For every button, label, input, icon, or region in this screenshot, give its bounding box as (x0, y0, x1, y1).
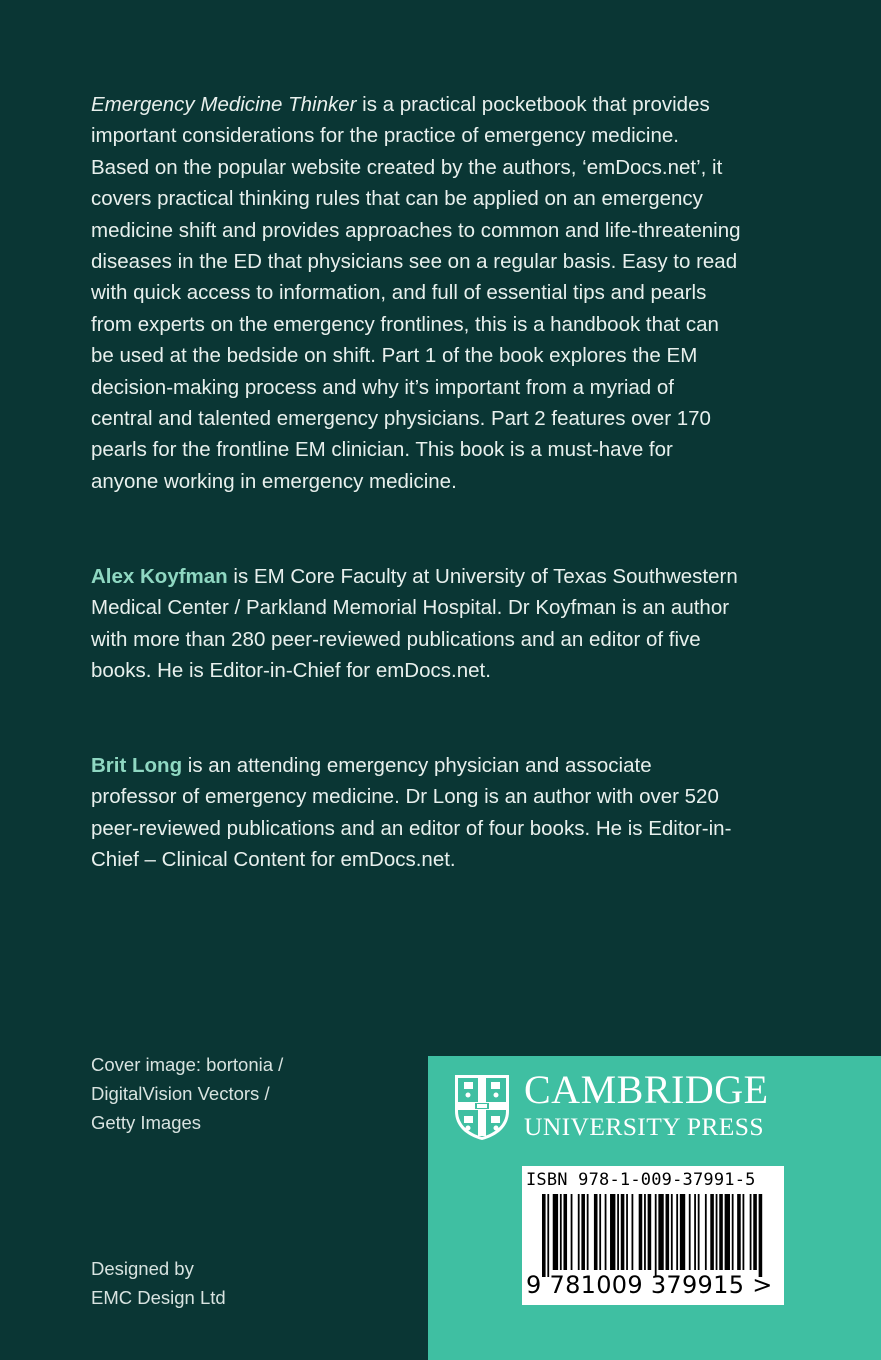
credit-line: Cover image: bortonia / (91, 1054, 284, 1075)
barcode-bar (639, 1194, 643, 1270)
barcode-bar (689, 1194, 691, 1270)
barcode-bar (621, 1194, 625, 1270)
author-bio-long (91, 750, 741, 876)
barcode-bar (571, 1194, 573, 1270)
barcode-bar (680, 1194, 685, 1270)
barcode-bar (694, 1194, 696, 1270)
cambridge-crest-icon (453, 1073, 511, 1141)
author-bio-koyfman (91, 561, 741, 687)
barcode-bar (581, 1194, 585, 1270)
credit-line: Designed by (91, 1258, 194, 1279)
barcode-bar (750, 1194, 752, 1270)
barcode-bar (732, 1194, 734, 1270)
barcode-bar (753, 1194, 757, 1270)
barcode-bar (655, 1194, 657, 1277)
barcode-bar (560, 1194, 562, 1270)
barcode-icon (542, 1194, 764, 1277)
author-bio-text: is an attending emergency physician and associate professor of emergency medicine. Dr Long is an author with over 520 peer-reviewed publications and an editor of four books. He is Editor-in-Chief – Clinical Content for emDocs.net. (91, 754, 732, 872)
barcode-bar (666, 1194, 670, 1270)
barcode-bar (676, 1194, 678, 1270)
barcode-bar (737, 1194, 741, 1270)
barcode-bar (599, 1194, 601, 1270)
publisher-name: CAMBRIDGE (524, 1067, 769, 1112)
credit-line: Getty Images (91, 1112, 202, 1134)
book-blurb (91, 89, 741, 497)
barcode-bar (553, 1194, 558, 1270)
barcode-bar (658, 1194, 663, 1270)
barcode-bar (644, 1194, 646, 1270)
barcode-digits: 9 781009 379915 > (526, 1271, 773, 1299)
barcode-bar (626, 1194, 628, 1270)
barcode-bar (671, 1194, 673, 1270)
author-name: Alex Koyfman (91, 565, 228, 588)
barcode-bar (719, 1194, 723, 1270)
publisher-name-subtitle: UNIVERSITY PRESS (524, 1112, 764, 1141)
book-title: Emergency Medicine Thinker (91, 93, 357, 116)
barcode-bar (547, 1194, 549, 1277)
barcode-bar (705, 1194, 707, 1270)
credit-line: DigitalVision Vectors / (91, 1083, 270, 1105)
barcode-bar (743, 1194, 745, 1270)
barcode-box (522, 1166, 784, 1305)
barcode-bar (759, 1194, 763, 1277)
barcode-bar (710, 1194, 714, 1270)
barcode-bar (594, 1194, 598, 1270)
barcode-bar (698, 1194, 700, 1270)
barcode-bar (725, 1194, 730, 1270)
barcode-bar (648, 1194, 652, 1270)
barcode-bar (563, 1194, 567, 1270)
author-bio-text: is EM Core Faculty at University of Texas Southwestern Medical Center / Parkland Memorial Hospital. Dr Koyfman is an author with more than 280 peer-reviewed publications and an editor of five books. He is Editor-in-Chief for emDocs.net. (91, 565, 738, 683)
author-name: Brit Long (91, 754, 183, 777)
publisher-panel (428, 1056, 881, 1360)
cover-image-credit (91, 1050, 391, 1138)
barcode-bar (578, 1194, 580, 1270)
isbn-label: ISBN 978-1-009-37991-5 (526, 1170, 756, 1190)
design-credit (91, 1254, 391, 1312)
barcode-bar (716, 1194, 718, 1270)
barcode-bar (632, 1194, 634, 1270)
credit-line: EMC Design Ltd (91, 1287, 226, 1309)
blurb-text: is a practical pocketbook that provides important considerations for the practice of emergency medicine. Based on the popular website created by the authors, ‘emDocs.net’, it covers practical thinking rules that can be applied on an emergency medicine shift and provides approaches to common and life-threatening diseases in the ED that physicians see on a regular basis. Easy to read with quick access to information, and full of essential tips and pearls from experts on the emergency frontlines, this is a handbook that can be used at the bedside on shift. Part 1 of the book explores the EM decision-making process and why it’s important from a myriad of central and talented emergency physicians. Part 2 features over 170 pearls for the frontline EM clinician. This book is a must-have for anyone working in emergency medicine. (91, 93, 741, 493)
barcode-bar (587, 1194, 589, 1270)
barcode-bar (617, 1194, 619, 1270)
barcode-bar (605, 1194, 607, 1270)
barcode-bar (542, 1194, 546, 1277)
barcode-bar (610, 1194, 615, 1270)
